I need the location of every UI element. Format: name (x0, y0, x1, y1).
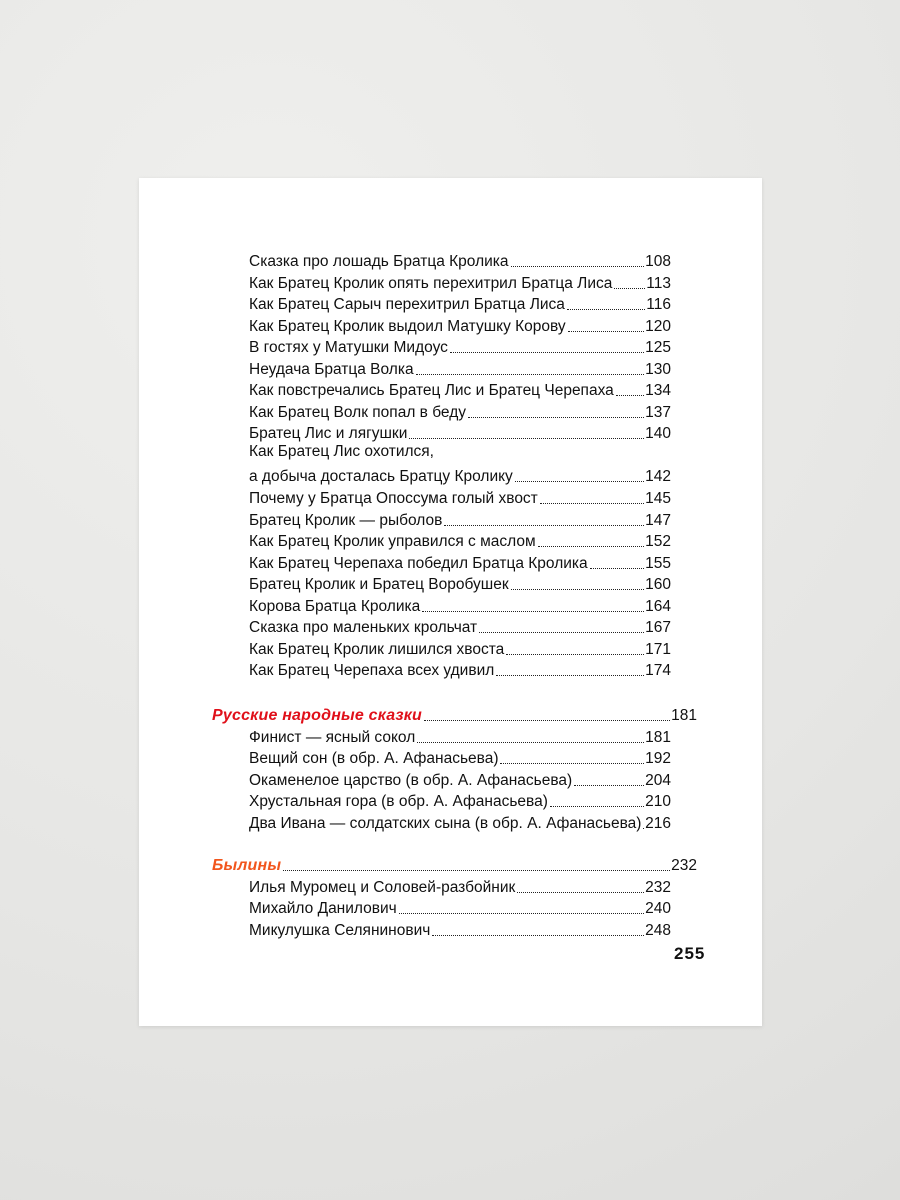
toc-entry (249, 421, 671, 442)
leader-dots (614, 284, 645, 289)
toc-entry-page: 155 (645, 555, 671, 572)
toc-entry-title: Как Братец Черепаха победил Братца Кролика (249, 555, 588, 572)
leader-dots (567, 305, 645, 310)
toc-entry (249, 292, 671, 313)
toc-entry (249, 529, 671, 550)
toc-entry-title-line2: а добыча досталась Братцу Кролику (249, 468, 513, 485)
toc-entry-title: Как Братец Кролик управился с маслом (249, 533, 536, 550)
leader-dots (550, 802, 644, 807)
leader-dots (643, 824, 644, 829)
section-page: 181 (671, 707, 697, 724)
toc-entry-page: 113 (646, 275, 671, 292)
toc-entry-title: Два Ивана — солдатских сына (в обр. А. Афанасьева) (249, 815, 642, 832)
leader-dots (479, 628, 644, 633)
toc-entry-page: 140 (645, 425, 671, 442)
toc-entry-title: Окаменелое царство (в обр. А. Афанасьева) (249, 772, 573, 789)
toc-entry-title: Братец Лис и лягушки (249, 425, 408, 442)
leader-dots (511, 585, 645, 590)
toc-entry-page: 120 (645, 318, 671, 335)
section-heading-byliny (212, 853, 697, 874)
toc-entry (249, 551, 671, 572)
toc-entry (249, 768, 671, 789)
toc-entry-page: 164 (645, 598, 671, 615)
toc-entry-page: 160 (645, 576, 671, 593)
toc-entry (249, 746, 671, 767)
toc-entry-page: 216 (645, 815, 671, 832)
toc-entry-title: Корова Братца Кролика (249, 598, 421, 615)
toc-entry (249, 896, 671, 917)
leader-dots (511, 262, 645, 267)
leader-dots (568, 327, 644, 332)
toc-entry (249, 508, 671, 529)
toc-entry-title: Как повстречались Братец Лис и Братец Черепаха (249, 382, 614, 399)
toc-entry-title: Братец Кролик — рыболов (249, 512, 443, 529)
toc-entry-page: 232 (645, 879, 671, 896)
toc-entry-title: Братец Кролик и Братец Воробушек (249, 576, 509, 593)
leader-dots (283, 866, 670, 871)
toc-entry (249, 637, 671, 658)
toc-entry-page: 137 (645, 404, 671, 421)
toc-entry (249, 400, 671, 421)
toc-entry-title: Сказка про лошадь Братца Кролика (249, 253, 509, 270)
toc-entry-title: Сказка про маленьких крольчат (249, 619, 478, 636)
leader-dots (416, 370, 645, 375)
leader-dots (506, 650, 644, 655)
toc-entry-page: 116 (646, 296, 671, 313)
toc-entry-title: Неудача Братца Волка (249, 361, 414, 378)
toc-entry (249, 378, 671, 399)
toc-entry-page: 130 (645, 361, 671, 378)
toc-entry-title: Финист — ясный сокол (249, 729, 416, 746)
toc-entry (249, 658, 671, 679)
toc-entry (249, 271, 671, 292)
toc-entry-page: 167 (645, 619, 671, 636)
leader-dots (496, 671, 644, 676)
leader-dots (450, 348, 644, 353)
section-page: 232 (671, 857, 697, 874)
leader-dots (422, 607, 644, 612)
toc-entry-page: 204 (645, 772, 671, 789)
toc-entry-page: 210 (645, 793, 671, 810)
section-title: Былины (212, 857, 282, 874)
toc-entry-page: 171 (645, 641, 671, 658)
toc-entry (249, 335, 671, 356)
toc-entry-title: В гостях у Матушки Мидоус (249, 339, 448, 356)
leader-dots (538, 542, 645, 547)
toc-entry-title: Как Братец Кролик выдоил Матушку Корову (249, 318, 566, 335)
toc-entry (249, 464, 671, 485)
toc-entry-page: 181 (645, 729, 671, 746)
leader-dots (500, 759, 644, 764)
page-number: 255 (674, 944, 706, 963)
toc-entry (249, 789, 671, 810)
toc-entry-title: Как Братец Волк попал в беду (249, 404, 466, 421)
section-heading-russian-folk-tales (212, 703, 697, 724)
toc-entry (249, 594, 671, 615)
book-page (139, 178, 762, 1026)
toc-entry-page: 174 (645, 662, 671, 679)
toc-entry-title: Хрустальная гора (в обр. А. Афанасьева) (249, 793, 548, 810)
toc-entry (249, 249, 671, 270)
toc-entry (249, 918, 671, 939)
leader-dots (616, 391, 644, 396)
toc-entry (249, 875, 671, 896)
toc-entry-title: Как Братец Кролик лишился хвоста (249, 641, 505, 658)
toc-entry-page: 152 (645, 533, 671, 550)
leader-dots (468, 413, 644, 418)
toc-entry-page: 147 (645, 512, 671, 529)
toc-entry (249, 314, 671, 335)
toc-entry-page: 108 (645, 253, 671, 270)
toc-entry-title: Как Братец Черепаха всех удивил (249, 662, 495, 679)
toc-entry-title: Как Братец Кролик опять перехитрил Братца Лиса (249, 275, 613, 292)
toc-entry-page: 134 (645, 382, 671, 399)
toc-entry-title: Михайло Данилович (249, 900, 397, 917)
leader-dots (540, 499, 644, 504)
toc-entry (249, 572, 671, 593)
toc-entry-page: 192 (645, 750, 671, 767)
toc-entry-title: Илья Муромец и Соловей-разбойник (249, 879, 516, 896)
toc-entry-page: 240 (645, 900, 671, 917)
leader-dots (399, 909, 644, 914)
toc-entry-page: 248 (645, 922, 671, 939)
toc-entry-title-line1: Как Братец Лис охотился, (249, 443, 434, 460)
toc-entry-title: Почему у Братца Опоссума голый хвост (249, 490, 538, 507)
toc-entry-page: 125 (645, 339, 671, 356)
toc-entry (249, 811, 671, 832)
leader-dots (444, 521, 644, 526)
toc-entry (249, 357, 671, 378)
toc-entry-page: 142 (645, 468, 671, 485)
section-title: Русские народные сказки (212, 707, 423, 724)
toc-entry-page: 145 (645, 490, 671, 507)
leader-dots (590, 564, 644, 569)
toc-entry (249, 725, 671, 746)
toc-entry (249, 615, 671, 636)
leader-dots (417, 738, 644, 743)
leader-dots (515, 477, 644, 482)
toc-entry-title: Микулушка Селянинович (249, 922, 431, 939)
toc-entry-title: Вещий сон (в обр. А. Афанасьева) (249, 750, 499, 767)
leader-dots (424, 716, 670, 721)
toc-entry-title: Как Братец Сарыч перехитрил Братца Лиса (249, 296, 565, 313)
toc-entry (249, 486, 671, 507)
leader-dots (409, 434, 644, 439)
leader-dots (574, 781, 644, 786)
leader-dots (517, 888, 644, 893)
leader-dots (432, 931, 644, 936)
